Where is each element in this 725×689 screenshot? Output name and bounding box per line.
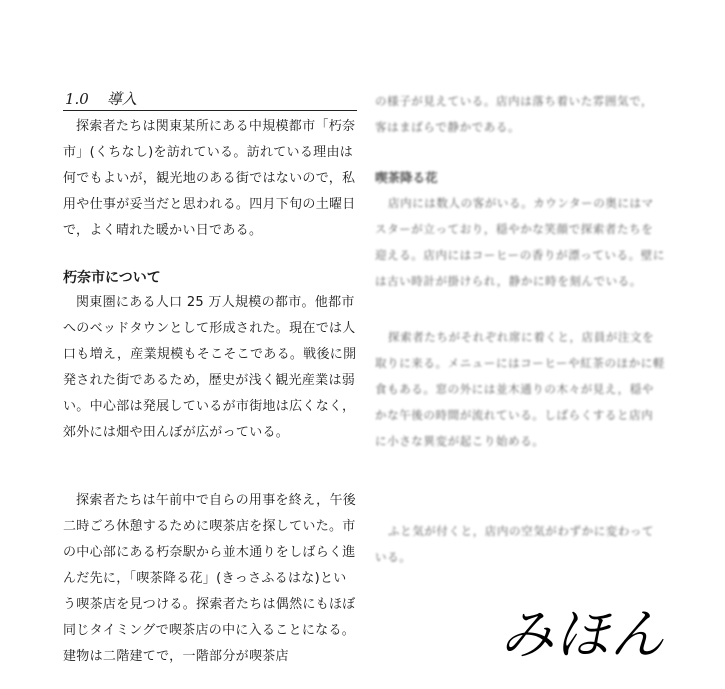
city-paragraph: 関東圏にある人口 25 万人規模の都市。他都市へのベッドタウンとして形成された。現在では人口も増え，産業規模もそこそこである。戦後に開発された街であるため，歴史が浅く観光産業は弱い。中心部は発展しているが市街地は広くなく，郊外には畑や田んぼが広がっている。 [63, 295, 357, 440]
right-column-blurred [375, 88, 665, 570]
right-heading: 喫茶降る花 [375, 170, 438, 185]
right-paragraph-4: ふと気が付くと，店内の空気がわずかに変わっている。 [375, 524, 655, 564]
right-paragraph-3: 探索者たちがそれぞれ席に着くと，店員が注文を取りに来る。メニューにはコーヒーや紅茶のほかに軽食もある。窓の外には並木通りの木々が見え，穏やかな午後の時間が流れている。しばらくすると店内に小さな異変が起こり始める。 [375, 330, 665, 448]
right-paragraph-2: 店内には数人の客がいる。カウンターの奥にはマスターが立っており，穏やかな笑顔で探索者たちを迎える。店内にはコーヒーの香りが漂っている。壁には古い時計が掛けられ，静かに時を刻んでいる。 [375, 196, 665, 288]
section-number: 1.0 [65, 90, 89, 108]
right-paragraph-1: の様子が見えている。店内は落ち着いた雰囲気で，客はまばらで静かである。 [375, 94, 654, 134]
city-heading: 朽奈市について [63, 270, 161, 286]
left-column [63, 88, 357, 670]
intro-paragraph: 探索者たちは関東某所にある中規模都市「朽奈市」(くちなし)を訪れている。訪れている理由は何でもよいが，観光地のある街ではないので，私用や仕事が妥当だと思われる。四月下旬の土曜日で，よく晴れた暖かい日である。 [63, 119, 356, 238]
sample-watermark: みほん [500, 603, 665, 666]
section-heading [63, 88, 357, 111]
story-paragraph: 探索者たちは午前中で自らの用事を終え，午後二時ごろ休憩するために喫茶店を探していた。市の中心部にある朽奈駅から並木通りをしばらく進んだ先に，「喫茶降る花」(きっさふるはな)という喫茶店を見つける。探索者たちは偶然にもほぼ同じタイミングで喫茶店の中に入ることになる。建物は二階建てで，一階部分が喫茶店 [63, 493, 357, 664]
section-title: 導入 [106, 90, 137, 108]
